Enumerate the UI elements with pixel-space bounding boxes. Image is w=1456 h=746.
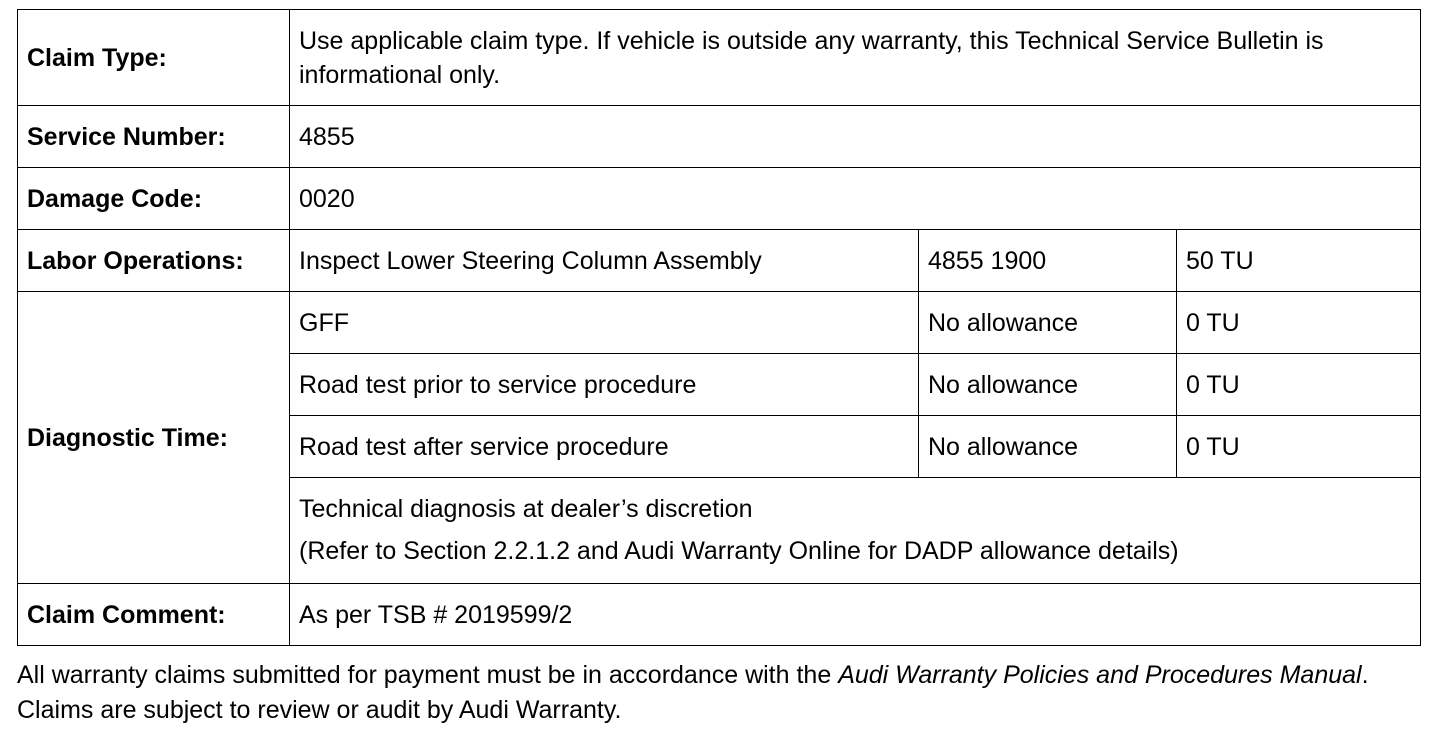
diagnostic-time-value: 0 TU xyxy=(1177,292,1421,354)
diagnostic-time-value: 0 TU xyxy=(1177,354,1421,416)
dadp-reference-line: (Refer to Section 2.2.1.2 and Audi Warranty Online for DADP allowance details) xyxy=(299,536,1179,565)
diagnostic-description: GFF xyxy=(290,292,919,354)
claim-type-label: Claim Type: xyxy=(18,10,290,106)
footer-text-before: All warranty claims submitted for payment must be in accordance with the xyxy=(17,661,839,689)
claim-comment-label: Claim Comment: xyxy=(18,584,290,646)
warranty-footer-note xyxy=(17,658,1437,728)
claim-comment-row xyxy=(18,584,1421,646)
labor-operation-time: 50 TU xyxy=(1177,230,1421,292)
warranty-claim-table xyxy=(17,9,1421,646)
service-number-row xyxy=(18,106,1421,168)
diagnostic-allowance: No allowance xyxy=(919,416,1177,478)
damage-code-value: 0020 xyxy=(290,168,1421,230)
footer-text-after: . Claims are subject to review or audit by Audi Warranty. xyxy=(17,661,1369,724)
labor-operation-description: Inspect Lower Steering Column Assembly xyxy=(290,230,919,292)
footer-manual-title: Audi Warranty Policies and Procedures Manual xyxy=(838,661,1362,689)
damage-code-row xyxy=(18,168,1421,230)
service-number-value: 4855 xyxy=(290,106,1421,168)
technical-diagnosis-line: Technical diagnosis at dealer’s discretion xyxy=(299,494,753,523)
diagnostic-time-value: 0 TU xyxy=(1177,416,1421,478)
claim-comment-value: As per TSB # 2019599/2 xyxy=(290,584,1421,646)
diagnostic-description: Road test prior to service procedure xyxy=(290,354,919,416)
claim-type-value: Use applicable claim type. If vehicle is outside any warranty, this Technical Service Bulletin is informational only. xyxy=(290,10,1421,106)
service-number-label: Service Number: xyxy=(18,106,290,168)
damage-code-label: Damage Code: xyxy=(18,168,290,230)
claim-type-row xyxy=(18,10,1421,106)
diagnostic-allowance: No allowance xyxy=(919,354,1177,416)
labor-operations-row xyxy=(18,230,1421,292)
diagnostic-allowance: No allowance xyxy=(919,292,1177,354)
labor-operations-label: Labor Operations: xyxy=(18,230,290,292)
diagnostic-description: Road test after service procedure xyxy=(290,416,919,478)
technical-diagnosis-note xyxy=(290,478,1421,584)
labor-operation-code: 4855 1900 xyxy=(919,230,1177,292)
diagnostic-time-label: Diagnostic Time: xyxy=(18,292,290,584)
diagnostic-time-row xyxy=(18,292,1421,354)
